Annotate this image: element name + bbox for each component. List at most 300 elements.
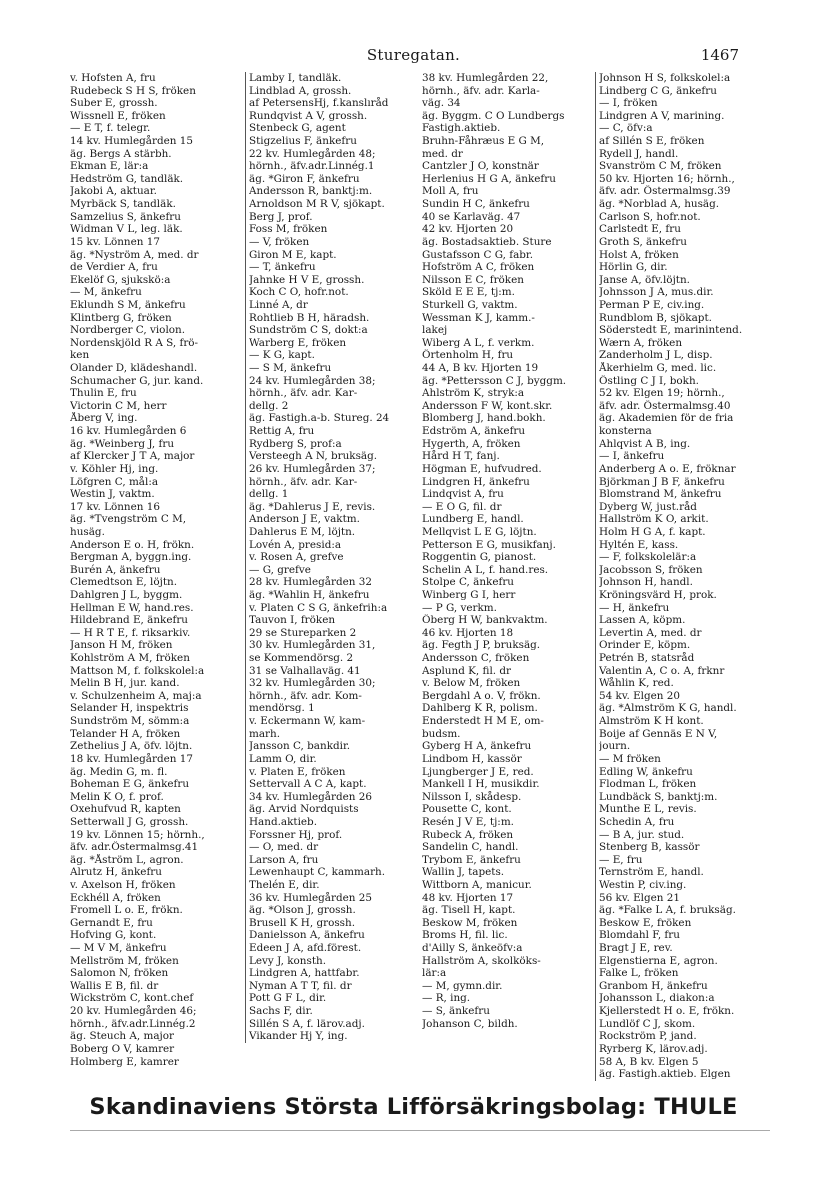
directory-entry: journ. xyxy=(599,740,631,753)
directory-entry: Rydberg S, prof:a xyxy=(249,437,342,450)
directory-entry: Rohtlieb B H, häradsh. xyxy=(249,311,370,324)
directory-entry: Boheman E G, änkefru xyxy=(70,778,190,791)
directory-entry: Moll A, fru xyxy=(422,185,479,198)
directory-entry: — B A, jur. stud. xyxy=(599,828,685,841)
directory-entry: budsm. xyxy=(422,727,461,740)
directory-entry: — I, fröken xyxy=(599,97,658,110)
page-number: 1467 xyxy=(700,46,739,64)
directory-entry: Vikander Hj Y, ing. xyxy=(249,1030,348,1043)
directory-entry: äg. *Wahlin H, änkefru xyxy=(249,588,370,601)
directory-entry: Foss M, fröken xyxy=(249,223,328,236)
directory-entry: se Kommendörsg. 2 xyxy=(249,652,354,665)
directory-entry: Mellqvist L E G, löjtn. xyxy=(422,525,537,538)
directory-entry: Forssner Hj, prof. xyxy=(249,828,343,841)
directory-entry: Holst A, fröken xyxy=(599,248,679,261)
directory-entry: 56 kv. Elgen 21 xyxy=(599,891,680,904)
directory-entry: Lindgren A V, marining. xyxy=(599,109,725,122)
directory-entry: v. Eckermann W, kam- xyxy=(249,715,366,728)
directory-entry: 42 kv. Hjorten 20 xyxy=(422,223,514,236)
directory-entry: Telander H A, fröken xyxy=(70,727,181,740)
directory-entry: dellg. 2 xyxy=(249,399,289,412)
directory-entry: äg. Bostadsaktieb. Sture xyxy=(422,235,552,248)
directory-entry: Holm H G A, f. kapt. xyxy=(599,525,706,538)
directory-entry: Larson A, fru xyxy=(249,853,319,866)
directory-entry: Petterson E G, musikfanj. xyxy=(422,538,556,551)
directory-entry: Åberg V, ing. xyxy=(70,412,138,425)
directory-entry: ken xyxy=(70,349,90,362)
directory-entry: lär:a xyxy=(422,967,447,980)
footer-rule xyxy=(70,1130,770,1131)
directory-entry: Hygerth, A, fröken xyxy=(422,437,521,450)
directory-column-4 xyxy=(595,72,771,1081)
directory-entry: af PetersensHj, f.kanslıråd xyxy=(249,97,389,110)
directory-entry: v. Schulzenheim A, maj:a xyxy=(70,689,202,702)
directory-entry: Dyberg W, just.råd xyxy=(599,500,697,513)
directory-entry: Sandelin C, handl. xyxy=(422,841,519,854)
directory-entry: Arnoldson M R V, sjökapt. xyxy=(249,198,385,211)
directory-entry: Clemedtson E, löjtn. xyxy=(70,576,177,589)
directory-entry: Lamm O, dir. xyxy=(249,752,317,765)
directory-entry: äg. *Giron F, änkefru xyxy=(249,172,360,185)
directory-entry: äg. *Nyström A, med. dr xyxy=(70,248,199,261)
directory-entry: Lamby I, tandläk. xyxy=(249,72,342,84)
directory-entry: Lindgren H, änkefru xyxy=(422,475,530,488)
directory-entry: marh. xyxy=(249,727,281,740)
directory-entry: äg. Fastigh.aktieb. Elgen xyxy=(599,1068,731,1081)
directory-entry: Söderstedt E, marinintend. xyxy=(599,324,743,337)
directory-entry: väg. 34 xyxy=(422,97,461,110)
directory-entry: Eckhéll A, fröken xyxy=(70,891,161,904)
directory-entry: Rockström P, jand. xyxy=(599,1030,697,1043)
directory-entry: Settervall A C A, kapt. xyxy=(249,778,367,791)
directory-entry: Sundström C S, dokt:a xyxy=(249,324,368,337)
directory-entry: Cantzler J O, konstnär xyxy=(422,160,539,173)
directory-entry: Klintberg G, fröken xyxy=(70,311,172,324)
directory-entry: Wittborn A, manicur. xyxy=(422,879,532,891)
directory-entry: Stenberg B, kassör xyxy=(599,841,700,854)
directory-entry: Ternström E, handl. xyxy=(599,866,704,879)
directory-entry: Myrbäck S, tandläk. xyxy=(70,198,176,211)
directory-column-1 xyxy=(70,72,245,1068)
directory-entry: Nordenskjöld R A S, frö- xyxy=(70,336,199,349)
directory-entry: Sachs F, dir. xyxy=(249,1005,313,1018)
directory-entry: Lindblad A, grossh. xyxy=(249,84,352,97)
directory-entry: Broms H, fil. lic. xyxy=(422,929,508,942)
directory-entry: mendörsg. 1 xyxy=(249,702,315,715)
directory-entry: 18 kv. Humlegården 17 xyxy=(70,752,193,765)
directory-entry: äg. Akademien för de fria xyxy=(599,412,734,425)
directory-entry: Rydell J, handl. xyxy=(599,147,679,160)
directory-entry: Pousette C, kont. xyxy=(422,803,512,816)
directory-entry: Wåhlin K, red. xyxy=(599,677,674,690)
directory-entry: 44 A, B kv. Hjorten 19 xyxy=(422,362,539,375)
directory-entry: Melin K O, f. prof. xyxy=(70,790,164,803)
directory-entry: äg. Tisell H, kapt. xyxy=(422,904,516,917)
directory-entry: Dahlberg K R, polism. xyxy=(422,702,538,715)
directory-entry: Jahnke H V E, grossh. xyxy=(249,273,365,286)
directory-entry: — E O G, fil. dr xyxy=(422,500,502,513)
directory-entry: Wallin J, tapets. xyxy=(422,866,505,879)
directory-entry: Gernandt E, fru xyxy=(70,916,153,929)
directory-entry: Svanström C M, fröken xyxy=(599,160,722,173)
directory-entry: 20 kv. Humlegården 46; xyxy=(70,1005,197,1018)
directory-entry: — S M, änkefru xyxy=(249,362,332,375)
directory-entry: Sillén S A, f. lärov.adj. xyxy=(249,1017,365,1030)
directory-entry: Gustafsson C G, fabr. xyxy=(422,248,534,261)
directory-entry: Thulin E, fru xyxy=(70,387,137,400)
directory-entry: Anderson J E, vaktm. xyxy=(249,513,360,526)
directory-entry: Örtenholm H, fru xyxy=(422,349,514,362)
directory-entry: Kohlström A M, fröken xyxy=(70,652,190,665)
directory-entry: Janson H M, fröken xyxy=(70,639,173,652)
directory-entry: äg. Medin G, m. fl. xyxy=(70,765,168,778)
directory-entry: 32 kv. Humlegården 30; xyxy=(249,677,376,690)
directory-entry: Blomdahl F, fru xyxy=(599,929,680,942)
directory-columns xyxy=(70,72,770,1081)
directory-entry: 31 se Valhallaväg. 41 xyxy=(249,664,361,677)
directory-entry: hörnh., äfv. adr. Kar- xyxy=(249,387,358,400)
directory-entry: Eklundh S M, änkefru xyxy=(70,298,186,311)
directory-entry: — O, med. dr xyxy=(249,841,319,854)
directory-entry: Ahlqvist A B, ing. xyxy=(599,437,691,450)
directory-entry: Berg J, prof. xyxy=(249,210,313,223)
directory-entry: Nyman A T T, fil. dr xyxy=(249,979,352,992)
directory-entry: Andersson F W, kont.skr. xyxy=(422,399,553,412)
directory-entry: — T, änkefru xyxy=(249,261,316,274)
directory-entry: Östling C J I, bokh. xyxy=(599,374,699,387)
directory-entry: Ekelöf G, sjukskö:a xyxy=(70,273,171,286)
directory-entry: Rundblom B, sjökapt. xyxy=(599,311,712,324)
directory-entry: hörnh., äfv. adr. Kom- xyxy=(249,689,362,702)
directory-entry: 46 kv. Hjorten 18 xyxy=(422,626,514,639)
directory-entry: Zanderholm J L, disp. xyxy=(599,349,713,362)
directory-entry: Falke L, fröken xyxy=(599,967,679,980)
directory-entry: Stenbeck G, agent xyxy=(249,122,346,135)
directory-entry: Lovén A, presid:a xyxy=(249,538,342,551)
directory-entry: Hand.aktieb. xyxy=(249,815,317,828)
directory-entry: Rubeck A, fröken xyxy=(422,828,514,841)
directory-entry: Levy J, konsth. xyxy=(249,954,327,967)
directory-entry: Beskow M, fröken xyxy=(422,916,518,929)
footer-advert: Skandinaviens Största Lifförsäkringsbolag: THULE xyxy=(89,1094,738,1120)
directory-entry: Westin J, vaktm. xyxy=(70,488,155,501)
directory-entry: — V, fröken xyxy=(249,235,310,248)
directory-entry: Flodman L, fröken xyxy=(599,778,697,791)
directory-entry: Setterwall J G, grossh. xyxy=(70,815,189,828)
directory-entry: Wallis E B, fil. dr xyxy=(70,979,159,992)
directory-column-2 xyxy=(245,72,421,1043)
directory-entry: Perman P E, civ.ing. xyxy=(599,298,705,311)
directory-entry: 24 kv. Humlegården 38; xyxy=(249,374,376,387)
directory-entry: äg. *Åström L, agron. xyxy=(70,853,184,866)
directory-entry: Wærn A, fröken xyxy=(599,336,683,349)
directory-entry: hörnh., äfv.adr.Linnég.1 xyxy=(249,160,375,173)
directory-column-3 xyxy=(420,72,595,1030)
directory-entry: Rundqvist A V, grossh. xyxy=(249,109,368,122)
directory-entry: af Klercker J T A, major xyxy=(70,450,195,463)
directory-entry: 30 kv. Humlegården 31, xyxy=(249,639,376,652)
directory-entry: Koch C O, hofr.not. xyxy=(249,286,349,299)
directory-entry: — E T, f. telegr. xyxy=(70,122,151,135)
directory-entry: Bragt J E, rev. xyxy=(599,942,673,955)
directory-entry: Sundin H C, änkefru xyxy=(422,198,530,211)
directory-entry: 19 kv. Lönnen 15; hörnh., xyxy=(70,828,205,841)
directory-entry: Fromell L o. E, frökn. xyxy=(70,904,183,917)
directory-entry: v. Hofsten A, fru xyxy=(70,72,156,84)
directory-entry: äg. *Pettersson C J, byggm. xyxy=(422,374,567,387)
directory-entry: Björkman J B F, änkefru xyxy=(599,475,725,488)
directory-entry: Dahlerus E M, löjtn. xyxy=(249,525,356,538)
directory-entry: äfv. adr. Östermalmsg.39 xyxy=(599,185,731,198)
directory-entry: Winberg G I, herr xyxy=(422,588,516,601)
directory-entry: Wessman K J, kamm.- xyxy=(422,311,535,324)
directory-entry: Mattson M, f. folkskolel:a xyxy=(70,664,205,677)
directory-entry: Bergdahl A o. V, frökn. xyxy=(422,689,541,702)
directory-entry: Linné A, dr xyxy=(249,298,308,311)
directory-entry: Hård H T, fanj. xyxy=(422,450,500,463)
directory-entry: 36 kv. Humlegården 25 xyxy=(249,891,372,904)
directory-entry: Hedström G, tandläk. xyxy=(70,172,184,185)
directory-entry: Lassen A, köpm. xyxy=(599,614,686,627)
directory-entry: äg. *Dahlerus J E, revis. xyxy=(249,500,376,513)
directory-entry: Johnson H S, folkskolel:a xyxy=(599,72,731,84)
directory-entry: Roggentin G, pianost. xyxy=(422,551,537,564)
directory-entry: Schelin A L, f. hand.res. xyxy=(422,563,549,576)
directory-entry: Nilsson E C, fröken xyxy=(422,273,524,286)
directory-entry: Jacobsson S, fröken xyxy=(599,563,703,576)
directory-entry: 26 kv. Humlegården 37; xyxy=(249,462,376,475)
directory-entry: — C, öfv:a xyxy=(599,122,653,135)
directory-entry: Hörlin G, dir. xyxy=(599,261,668,274)
directory-entry: Sköld E E E, tj:m. xyxy=(422,286,515,299)
directory-entry: — I, änkefru xyxy=(599,450,665,463)
directory-entry: Boberg O V, kamrer xyxy=(70,1042,175,1055)
directory-entry: Gyberg H A, änkefru xyxy=(422,740,532,753)
directory-entry: lakej xyxy=(422,324,448,337)
directory-entry: Edström A, änkefru xyxy=(422,425,526,438)
directory-entry: Högman E, hufvudred. xyxy=(422,462,542,475)
directory-entry: v. Rosen A, grefve xyxy=(249,551,344,564)
directory-entry: 15 kv. Lönnen 17 xyxy=(70,235,160,248)
directory-entry: — H R T E, f. riksarkiv. xyxy=(70,626,191,639)
directory-entry: Kjellerstedt H o. E, frökn. xyxy=(599,1005,735,1018)
directory-entry: äg. *Olson J, grossh. xyxy=(249,904,356,917)
directory-entry: v. Below M, fröken xyxy=(422,677,521,690)
directory-entry: konsterna xyxy=(599,425,652,438)
directory-entry: — H, änkefru xyxy=(599,601,670,614)
directory-entry: Blomberg J, hand.bokh. xyxy=(422,412,546,425)
directory-entry: Carlstedt E, fru xyxy=(599,223,681,236)
page-header xyxy=(0,44,827,66)
directory-entry: Nilsson I, skådesp. xyxy=(422,790,522,803)
directory-entry: Jakobi A, aktuar. xyxy=(70,185,157,198)
directory-entry: med. dr xyxy=(422,147,463,160)
directory-entry: Wissnell E, fröken xyxy=(70,109,166,122)
directory-entry: — M V M, änkefru xyxy=(70,942,167,955)
directory-entry: — F, folkskolelär:a xyxy=(599,551,697,564)
directory-entry: Giron M E, kapt. xyxy=(249,248,337,261)
directory-entry: Edeen J A, afd.förest. xyxy=(249,942,362,955)
directory-entry: Thelén E, dir. xyxy=(249,879,320,891)
directory-entry: Resén J V E, tj:m. xyxy=(422,815,514,828)
directory-entry: Selander H, inspektris xyxy=(70,702,189,715)
directory-entry: äfv. adr. Östermalmsg.40 xyxy=(599,399,731,412)
directory-entry: äg. *Tvengström C M, xyxy=(70,513,187,526)
directory-entry: 52 kv. Elgen 19; hörnh., xyxy=(599,387,725,400)
directory-entry: Schedin A, fru xyxy=(599,815,675,828)
directory-entry: Zethelius J A, öfv. löjtn. xyxy=(70,740,193,753)
directory-entry: Enderstedt H M E, om- xyxy=(422,715,544,728)
directory-entry: Bruhn-Fåhræus E G M, xyxy=(422,135,545,148)
directory-entry: Kröningsvärd H, prok. xyxy=(599,588,717,601)
directory-entry: Sundström M, sömm:a xyxy=(70,715,190,728)
directory-entry: Lindgren A, hattfabr. xyxy=(249,967,360,980)
directory-entry: 58 A, B kv. Elgen 5 xyxy=(599,1055,699,1068)
directory-entry: Wickström C, kont.chef xyxy=(70,992,194,1005)
directory-entry: Hellman E W, hand.res. xyxy=(70,601,194,614)
directory-entry: husäg. xyxy=(70,525,105,538)
directory-entry: Fastigh.aktieb. xyxy=(422,122,501,135)
directory-entry: Valentin A, C o. A, frknr xyxy=(599,664,725,677)
directory-entry: Lindqvist A, fru xyxy=(422,488,504,501)
directory-entry: — M, gymn.dir. xyxy=(422,979,503,992)
directory-entry: Lindberg C G, änkefru xyxy=(599,84,717,97)
directory-entry: Hildebrand E, änkefru xyxy=(70,614,188,627)
directory-entry: Dahlgren J L, byggm. xyxy=(70,588,183,601)
directory-entry: Oxehufvud R, kapten xyxy=(70,803,181,816)
directory-entry: äg. *Almström K G, handl. xyxy=(599,702,737,715)
directory-entry: Rettig A, fru xyxy=(249,425,315,438)
directory-entry: Johanson C, bildh. xyxy=(422,1017,518,1030)
directory-entry: Mellström M, fröken xyxy=(70,954,179,967)
directory-entry: — M fröken xyxy=(599,752,661,765)
directory-entry: Nordberger C, violon. xyxy=(70,324,186,337)
directory-entry: — G, grefve xyxy=(249,563,311,576)
directory-entry: 29 se Stureparken 2 xyxy=(249,626,357,639)
directory-entry: Westin P, civ.ing. xyxy=(599,879,687,891)
directory-entry: Olander D, klädeshandl. xyxy=(70,362,198,375)
directory-entry: 40 se Karlaväg. 47 xyxy=(422,210,521,223)
directory-entry: Granbom H, änkefru xyxy=(599,979,708,992)
directory-entry: Schumacher G, jur. kand. xyxy=(70,374,204,387)
directory-entry: hörnh., äfv.adr.Linnég.2 xyxy=(70,1017,196,1030)
directory-entry: hörnh., äfv. adr. Kar- xyxy=(249,475,358,488)
directory-entry: Pott G F L, dir. xyxy=(249,992,327,1005)
directory-entry: Munthe E L, revis. xyxy=(599,803,697,816)
directory-entry: Ahlström K, stryk:a xyxy=(422,387,525,400)
directory-entry: Trybom E, änkefru xyxy=(422,853,521,866)
directory-entry: Blomstrand M, änkefru xyxy=(599,488,722,501)
directory-entry: Salomon N, fröken xyxy=(70,967,169,980)
directory-entry: Hofving G, kont. xyxy=(70,929,157,942)
directory-entry: v. Köhler Hj, ing. xyxy=(70,462,159,475)
directory-entry: v. Platen C S G, änkefrih:a xyxy=(249,601,388,614)
directory-entry: — M, änkefru xyxy=(70,286,142,299)
directory-entry: Suber E, grossh. xyxy=(70,97,158,110)
directory-entry: Hofström A C, fröken xyxy=(422,261,535,274)
directory-entry: — P G, verkm. xyxy=(422,601,497,614)
directory-entry: Danielsson A, änkefru xyxy=(249,929,365,942)
directory-entry: Ryrberg K, lärov.adj. xyxy=(599,1042,708,1055)
directory-entry: Tauvon I, fröken xyxy=(249,614,336,627)
directory-entry: Lewenhaupt C, kammarh. xyxy=(249,866,386,879)
directory-entry: 38 kv. Humlegården 22, xyxy=(422,72,549,84)
directory-entry: Levertin A, med. dr xyxy=(599,626,702,639)
directory-entry: Brusell K H, grossh. xyxy=(249,916,355,929)
directory-entry: Janse A, öfv.löjtn. xyxy=(599,273,690,286)
directory-entry: Öberg H W, bankvaktm. xyxy=(422,614,548,627)
directory-entry: Herlenius H G A, änkefru xyxy=(422,172,556,185)
directory-entry: 28 kv. Humlegården 32 xyxy=(249,576,372,589)
directory-entry: Åkerhielm G, med. lic. xyxy=(599,362,717,375)
directory-entry: Rudebeck S H S, fröken xyxy=(70,84,196,97)
directory-entry: äg. Bergs A stärbh. xyxy=(70,147,172,160)
directory-entry: Lundlöf C J, skom. xyxy=(599,1017,696,1030)
directory-entry: 16 kv. Humlegården 6 xyxy=(70,425,187,438)
directory-entry: Ljungberger J E, red. xyxy=(422,765,534,778)
directory-entry: Orinder E, köpm. xyxy=(599,639,691,652)
directory-entry: Groth S, änkefru xyxy=(599,235,687,248)
directory-entry: v. Axelson H, fröken xyxy=(70,879,176,891)
directory-entry: Ekman E, lär:a xyxy=(70,160,149,173)
directory-entry: Alrutz H, änkefru xyxy=(70,866,162,879)
directory-entry: Andersson R, banktj:m. xyxy=(249,185,373,198)
directory-entry: Versteegh A N, bruksäg. xyxy=(249,450,378,463)
directory-entry: 54 kv. Elgen 20 xyxy=(599,689,680,702)
directory-entry: Löfgren C, mål:a xyxy=(70,475,159,488)
directory-entry: Widman V L, leg. läk. xyxy=(70,223,183,236)
directory-entry: Stolpe C, änkefru xyxy=(422,576,514,589)
directory-entry: äg. *Falke L A, f. bruksäg. xyxy=(599,904,736,917)
directory-entry: Anderberg A o. E, fröknar xyxy=(599,462,736,475)
directory-entry: Anderson E o. H, frökn. xyxy=(70,538,195,551)
directory-entry: Johnson H, handl. xyxy=(599,576,693,589)
directory-entry: äg. Arvid Nordquists xyxy=(249,803,359,816)
directory-entry: Petrén B, statsråd xyxy=(599,652,695,665)
directory-entry: Warberg E, fröken xyxy=(249,336,347,349)
directory-entry: Hallström A, skolköks- xyxy=(422,954,541,967)
directory-entry: — E, fru xyxy=(599,853,643,866)
directory-entry: Burén A, änkefru xyxy=(70,563,161,576)
directory-entry: äg. Byggm. C O Lundbergs xyxy=(422,109,565,122)
directory-entry: äg. Fastigh.a-b. Stureg. 24 xyxy=(249,412,390,425)
directory-entry: af Sillén S E, fröken xyxy=(599,135,705,148)
directory-entry: — S, änkefru xyxy=(422,1005,490,1018)
directory-entry: 48 kv. Hjorten 17 xyxy=(422,891,514,904)
directory-entry: hörnh., äfv. adr. Karla- xyxy=(422,84,540,97)
directory-entry: Lundbäck S, banktj:m. xyxy=(599,790,718,803)
directory-entry: 17 kv. Lönnen 16 xyxy=(70,500,160,513)
directory-entry: Victorin C M, herr xyxy=(70,399,167,412)
directory-entry: äfv. adr.Östermalmsg.41 xyxy=(70,841,199,854)
directory-entry: v. Platen E, fröken xyxy=(249,765,346,778)
directory-entry: 50 kv. Hjorten 16; hörnh., xyxy=(599,172,735,185)
directory-entry: Asplund K, fil. dr xyxy=(422,664,511,677)
directory-entry: Mankell I H, musikdir. xyxy=(422,778,540,791)
directory-entry: Holmberg E, kamrer xyxy=(70,1055,179,1068)
directory-entry: Hallström K O, arkit. xyxy=(599,513,709,526)
directory-entry: Johansson L, diakon:a xyxy=(599,992,715,1005)
directory-entry: Melin B H, jur. kand. xyxy=(70,677,180,690)
directory-entry: äg. Steuch A, major xyxy=(70,1030,175,1043)
directory-entry: Almström K H kont. xyxy=(599,715,704,728)
directory-entry: äg. Fegth J P, bruksäg. xyxy=(422,639,541,652)
directory-entry: Jansson C, bankdir. xyxy=(249,740,351,753)
directory-entry: de Verdier A, fru xyxy=(70,261,158,274)
directory-entry: Edling W, änkefru xyxy=(599,765,693,778)
directory-entry: Boije af Gennäs E N V, xyxy=(599,727,718,740)
directory-entry: Hyltén E, kass. xyxy=(599,538,679,551)
